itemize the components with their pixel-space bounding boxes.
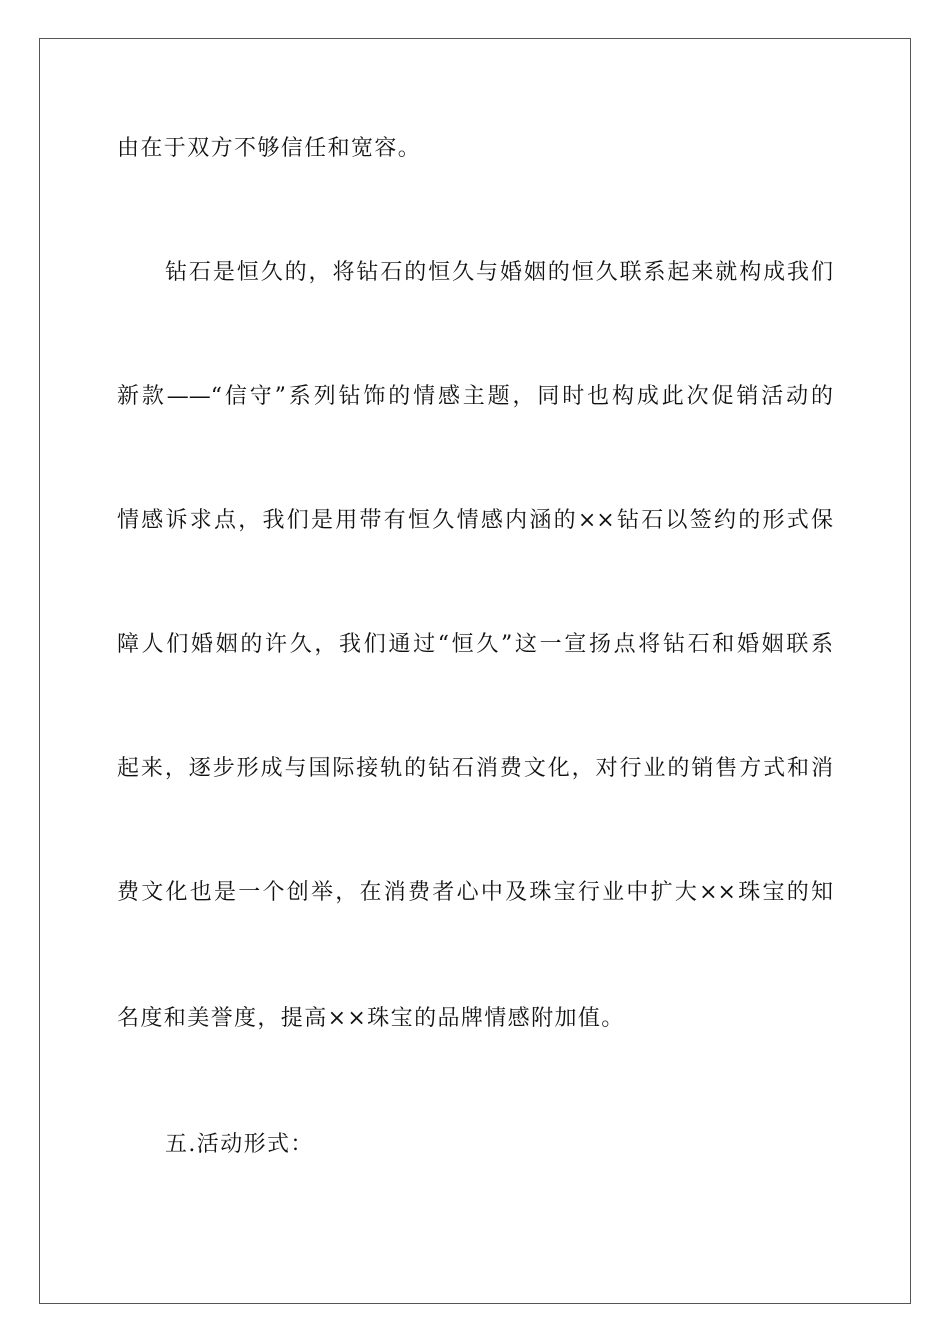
paragraph-line-5: 障人们婚姻的许久，我们通过“恒久”这一宣扬点将钻石和婚姻联系	[117, 632, 833, 657]
paragraph-line-3: 新款——“信守”系列钻饰的情感主题，同时也构成此次促销活动的	[117, 384, 833, 409]
section-heading: 五.活动形式：	[165, 1132, 314, 1157]
paragraph-line-2: 钻石是恒久的，将钻石的恒久与婚姻的恒久联系起来就构成我们	[165, 260, 833, 285]
paragraph-line-8: 名度和美誉度，提高××珠宝的品牌情感附加值。	[117, 1006, 625, 1031]
paragraph-line-6: 起来，逐步形成与国际接轨的钻石消费文化，对行业的销售方式和消	[117, 756, 833, 781]
paragraph-line-7: 费文化也是一个创举，在消费者心中及珠宝行业中扩大××珠宝的知	[117, 880, 833, 905]
paragraph-line-4: 情感诉求点，我们是用带有恒久情感内涵的××钻石以签约的形式保	[117, 508, 833, 533]
paragraph-line-1: 由在于双方不够信任和宽容。	[117, 136, 422, 161]
page-border	[39, 38, 911, 1304]
